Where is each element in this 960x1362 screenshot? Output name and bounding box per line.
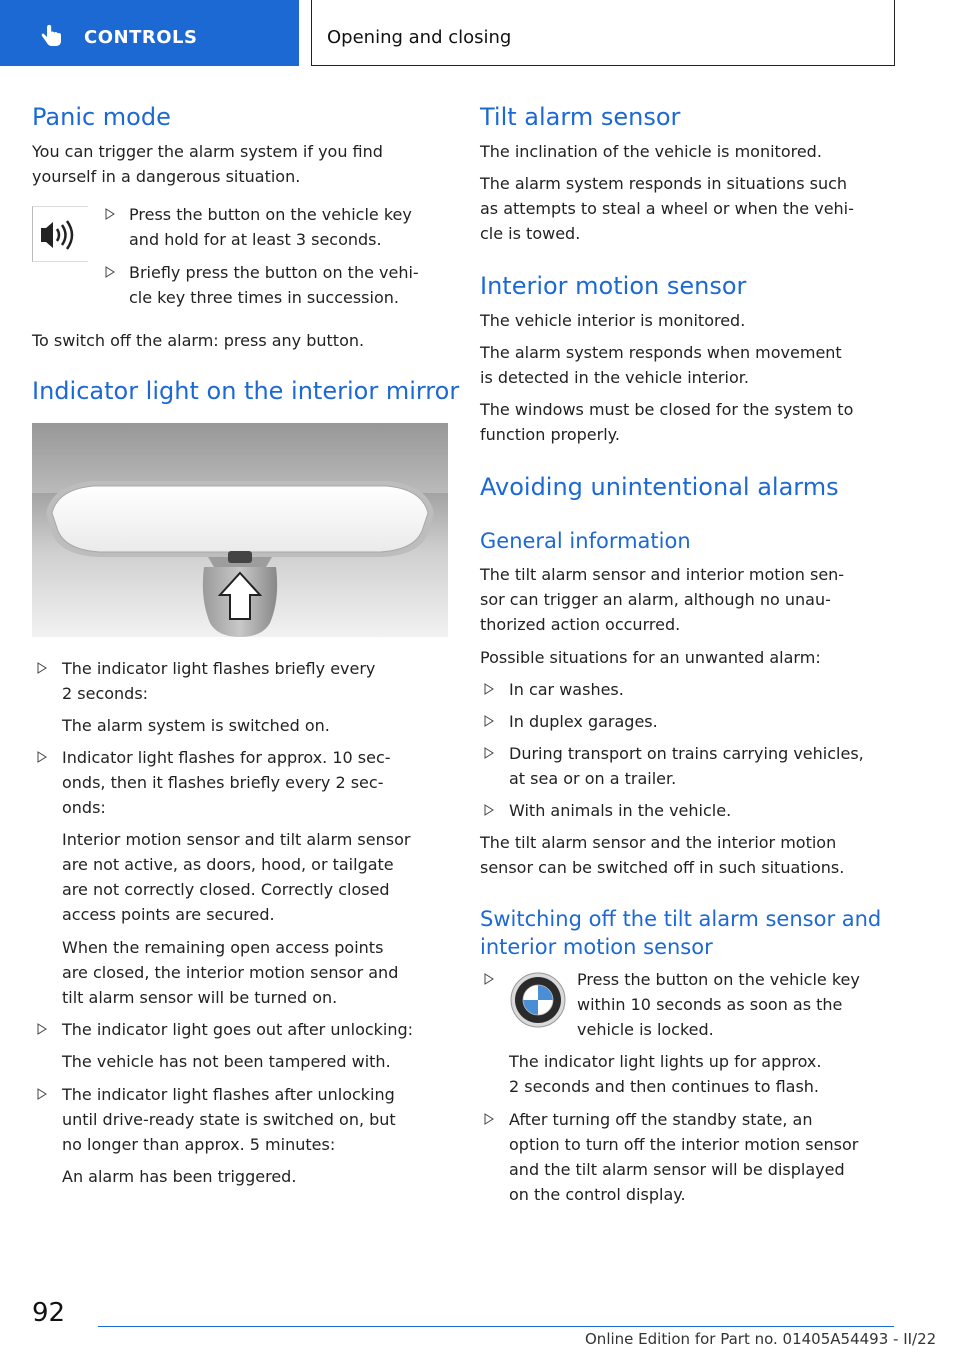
indicator-item-text: no longer than approx. 5 minutes: xyxy=(62,1135,336,1154)
triangle-bullet-icon xyxy=(484,715,494,727)
tilt-text: The alarm system responds in situations such xyxy=(480,174,848,193)
indicator-item-subtext: are not active, as doors, hood, or tailgate xyxy=(62,855,394,874)
switchoff-bullet-text: within 10 seconds as soon as the xyxy=(577,995,843,1014)
indicator-item-text: The indicator light flashes after unlocking xyxy=(62,1085,395,1104)
avoid-text: The tilt alarm sensor and the interior motion xyxy=(480,833,837,852)
heading-panic-mode: Panic mode xyxy=(32,103,171,131)
panic-button-image xyxy=(32,206,88,262)
interior-text: The alarm system responds when movement xyxy=(480,343,842,362)
panic-bullet-text: cle key three times in succession. xyxy=(129,288,399,307)
indicator-item-text: The indicator light flashes briefly every xyxy=(62,659,376,678)
panic-intro-line: yourself in a dangerous situation. xyxy=(32,167,301,186)
heading-tilt-alarm-sensor: Tilt alarm sensor xyxy=(480,103,681,131)
panic-bullet-text: and hold for at least 3 seconds. xyxy=(129,230,382,249)
panic-bullet-text: Briefly press the button on the vehi‐ xyxy=(129,263,419,282)
indicator-item-subtext: An alarm has been triggered. xyxy=(62,1167,297,1186)
tilt-text: The inclination of the vehicle is monitored. xyxy=(480,142,822,161)
avoid-text: thorized action occurred. xyxy=(480,615,681,634)
heading-avoiding-alarms: Avoiding unintentional alarms xyxy=(480,473,839,501)
panic-sound-button-icon xyxy=(33,207,89,263)
switchoff-bullet-text: option to turn off the interior motion sensor xyxy=(509,1135,859,1154)
indicator-item-text: until drive-ready state is switched on, but xyxy=(62,1110,396,1129)
chapter-tab[interactable] xyxy=(0,0,299,66)
subheading-switching-off: Switching off the tilt alarm sensor and xyxy=(480,907,882,931)
indicator-item-text: onds, then it flashes briefly every 2 sec‐ xyxy=(62,773,384,792)
header-divider xyxy=(311,0,312,66)
triangle-bullet-icon xyxy=(37,1023,47,1035)
indicator-item-subtext: The alarm system is switched on. xyxy=(62,716,330,735)
section-title: Opening and closing xyxy=(327,27,512,48)
avoid-text: The tilt alarm sensor and interior motion sen‐ xyxy=(480,565,845,584)
avoid-text: sensor can be switched off in such situations. xyxy=(480,858,845,877)
indicator-item-text: onds: xyxy=(62,798,106,817)
chapter-tab-label: CONTROLS xyxy=(84,27,198,48)
interior-text: The vehicle interior is monitored. xyxy=(480,311,746,330)
subheading-switching-off: interior motion sensor xyxy=(480,935,713,959)
footer-edition: Online Edition for Part no. 01405A54493 - II/22 xyxy=(585,1330,937,1348)
switchoff-bullet-text: After turning off the standby state, an xyxy=(509,1110,813,1129)
panic-intro-line: You can trigger the alarm system if you find xyxy=(32,142,383,161)
triangle-bullet-icon xyxy=(37,1088,47,1100)
switchoff-subtext: 2 seconds and then continues to flash. xyxy=(509,1077,820,1096)
indicator-item-subtext: are closed, the interior motion sensor and xyxy=(62,963,399,982)
heading-interior-motion-sensor: Interior motion sensor xyxy=(480,272,747,300)
switchoff-bullet-text: vehicle is locked. xyxy=(577,1020,714,1039)
indicator-item-text: Indicator light flashes for approx. 10 sec‐ xyxy=(62,748,391,767)
interior-mirror-image xyxy=(32,423,448,637)
indicator-item-text: The indicator light goes out after unlocking: xyxy=(62,1020,414,1039)
switchoff-bullet-text: Press the button on the vehicle key xyxy=(577,970,860,989)
pointing-hand-icon xyxy=(38,23,64,49)
interior-text: is detected in the vehicle interior. xyxy=(480,368,749,387)
interior-text: function properly. xyxy=(480,425,620,444)
avoid-text: sor can trigger an alarm, although no unau‐ xyxy=(480,590,831,609)
panic-bullet-text: Press the button on the vehicle key xyxy=(129,205,412,224)
triangle-bullet-icon xyxy=(484,1113,494,1125)
triangle-bullet-icon xyxy=(37,751,47,763)
switchoff-bullet-text: and the tilt alarm sensor will be displayed xyxy=(509,1160,845,1179)
heading-indicator-light: Indicator light on the interior mirror xyxy=(32,377,460,405)
switch-off-text: To switch off the alarm: press any button. xyxy=(32,331,365,350)
indicator-item-subtext: are not correctly closed. Correctly closed xyxy=(62,880,390,899)
avoid-bullet-text: In duplex garages. xyxy=(509,712,658,731)
tilt-text: cle is towed. xyxy=(480,224,581,243)
tilt-text: as attempts to steal a wheel or when the vehi‐ xyxy=(480,199,854,218)
switchoff-bullet-text: on the control display. xyxy=(509,1185,686,1204)
header-divider xyxy=(894,0,895,66)
indicator-item-subtext: Interior motion sensor and tilt alarm sensor xyxy=(62,830,411,849)
avoid-bullet-text: at sea or on a trailer. xyxy=(509,769,677,788)
indicator-item-text: 2 seconds: xyxy=(62,684,149,703)
avoid-bullet-text: During transport on trains carrying vehicles, xyxy=(509,744,864,763)
subheading-general-information: General information xyxy=(480,529,691,553)
triangle-bullet-icon xyxy=(484,973,494,985)
triangle-bullet-icon xyxy=(105,266,115,278)
page-number: 92 xyxy=(32,1298,66,1328)
triangle-bullet-icon xyxy=(105,208,115,220)
footer-rule xyxy=(98,1326,894,1327)
indicator-item-subtext: The vehicle has not been tampered with. xyxy=(62,1052,391,1071)
indicator-item-subtext: tilt alarm sensor will be turned on. xyxy=(62,988,338,1007)
avoid-text: Possible situations for an unwanted alarm: xyxy=(480,648,821,667)
avoid-bullet-text: With animals in the vehicle. xyxy=(509,801,732,820)
triangle-bullet-icon xyxy=(484,683,494,695)
interior-text: The windows must be closed for the system to xyxy=(480,400,854,419)
triangle-bullet-icon xyxy=(484,747,494,759)
avoid-bullet-text: In car washes. xyxy=(509,680,624,699)
triangle-bullet-icon xyxy=(37,662,47,674)
bmw-key-button-icon xyxy=(510,972,566,1028)
switchoff-subtext: The indicator light lights up for approx. xyxy=(509,1052,822,1071)
indicator-item-subtext: When the remaining open access points xyxy=(62,938,384,957)
header-underline xyxy=(311,65,895,66)
triangle-bullet-icon xyxy=(484,804,494,816)
indicator-item-subtext: access points are secured. xyxy=(62,905,275,924)
